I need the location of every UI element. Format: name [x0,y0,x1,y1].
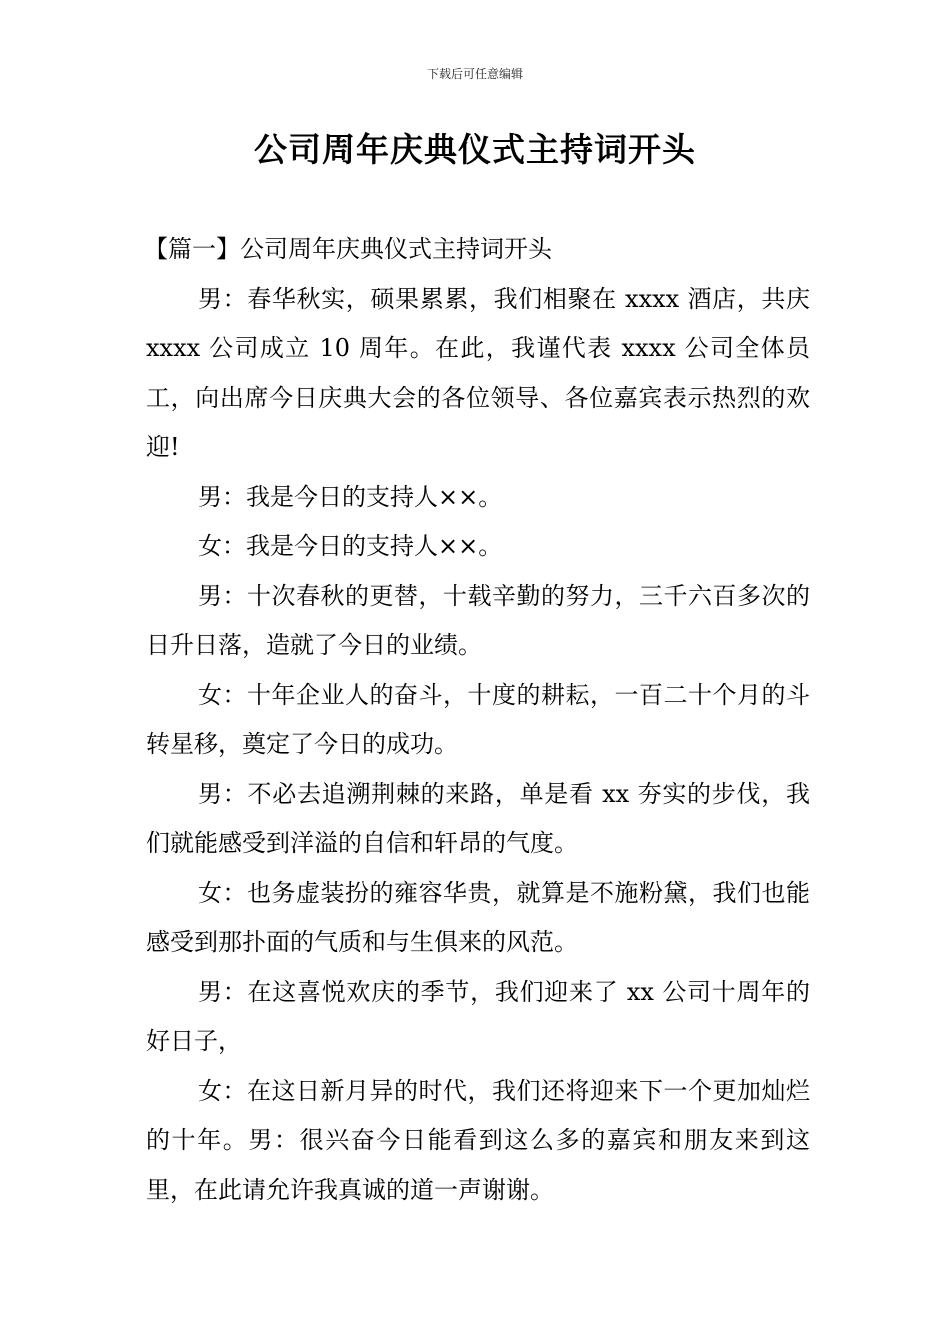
document-title: 公司周年庆典仪式主持词开头 [254,130,696,169]
paragraph: 女：十年企业人的奋斗，十度的耕耘，一百二十个月的斗转星移，奠定了今日的成功。 [146,680,810,758]
paragraph: 男：春华秋实，硕果累累，我们相聚在 xxxx 酒店，共庆 xxxx 公司成立 10 周年。在此，我谨代表 xxxx 公司全体员工，向出席今日庆典大会的各位领导、各位嘉宾表示热烈的欢迎! [146,284,810,461]
section-heading: 【篇一】公司周年庆典仪式主持词开头 [144,235,552,263]
paragraph: 男：十次春秋的更替，十载辛勤的努力，三千六百多次的日升日落，造就了今日的业绩。 [146,581,810,659]
document-body [146,225,810,1215]
paragraph: 男：在这喜悦欢庆的季节，我们迎来了 xx 公司十周年的好日子， [146,977,810,1055]
paragraph: 女：我是今日的支持人××。 [198,532,503,560]
paragraph: 女：也务虚装扮的雍容华贵，就算是不施粉黛，我们也能感受到那扑面的气质和与生俱来的风范。 [146,878,810,956]
header-note: 下载后可任意编辑 [426,67,523,81]
paragraph: 女：在这日新月异的时代，我们还将迎来下一个更加灿烂的十年。男：很兴奋今日能看到这么多的嘉宾和朋友来到这里，在此请允许我真诚的道一声谢谢。 [146,1076,810,1204]
paragraph: 男：不必去追溯荆棘的来路，单是看 xx 夯实的步伐，我们就能感受到洋溢的自信和轩昂的气度。 [146,779,810,857]
paragraph: 男：我是今日的支持人××。 [198,482,503,511]
